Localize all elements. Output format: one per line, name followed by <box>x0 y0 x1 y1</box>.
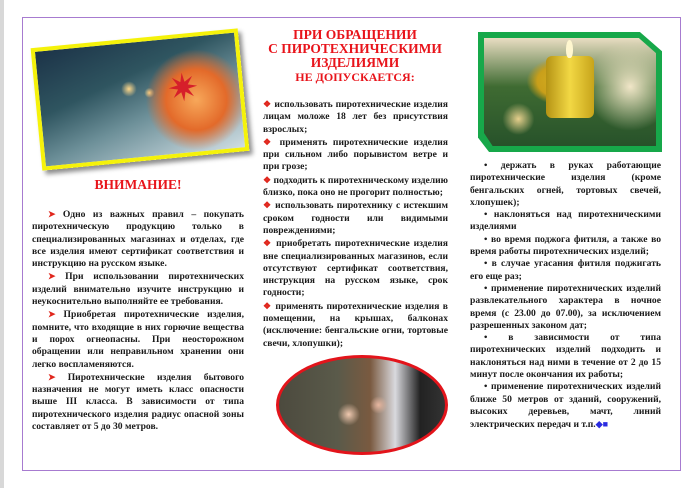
list-item: • применение пиротехнических изделий ближе 50 метров от зданий, сооружений, высоких деревьев, мачт, линий электрических передач и т.п.◆■ <box>470 381 661 431</box>
list-item: ❖ использовать пиротехнику с истекшим сроком годности или видимыми повреждениями; <box>263 200 448 236</box>
right-column <box>470 160 661 432</box>
candle-wreath-photo <box>478 32 662 152</box>
list-item: • наклоняться над пиротехническими изделиями <box>470 209 661 233</box>
arrow-bullet-icon: ➤ <box>48 209 63 219</box>
flame-icon <box>566 40 573 58</box>
list-item: • держать в руках работающие пиротехнические изделия (кроме бенгальских огней, тортовых свечей, хлопушек); <box>470 160 661 208</box>
diamond-bullet-icon: ❖ <box>263 99 275 109</box>
diamond-bullet-icon: ❖ <box>263 200 276 211</box>
arrow-bullet-icon: ➤ <box>48 309 64 320</box>
end-mark-icon: ◆■ <box>595 419 609 430</box>
diamond-bullet-icon: ❖ <box>263 136 280 147</box>
list-item: ❖ подходить к пиротехническому изделию близко, пока оно не прогорит полностью; <box>263 174 448 199</box>
paragraph: ➤ При использовании пиротехнических изделий внимательно изучите инструкцию и неукоснительно выполняйте ее требования. <box>32 271 244 308</box>
list-item: ❖ приобретать пиротехнические изделия вне специализированных магазинов, если отсутствуют сертификат соответствия, инструкция на русском языке, срок годности; <box>263 238 448 299</box>
list-item: • применение пиротехнических изделий развлекательного характера в ночное время (с 23.00 до 07.00), за исключением разрешенных законом дат; <box>470 282 661 331</box>
prohibited-list <box>263 98 448 350</box>
list-item: ❖ применять пиротехнические изделия при сильном либо порывистом ветре и при грозе; <box>263 136 448 173</box>
candle-icon <box>546 56 594 118</box>
fireworks-people-photo <box>276 355 448 455</box>
christmas-ornament-photo <box>31 28 250 170</box>
diamond-bullet-icon: ❖ <box>263 300 276 311</box>
diamond-bullet-icon: ❖ <box>263 238 277 249</box>
attention-heading: ВНИМАНИЕ! <box>94 177 182 192</box>
list-item: ❖ применять пиротехнические изделия в помещении, на крышах, балконах (исключение: бенгальские огни, тортовые свечи, хлопушки); <box>263 300 448 349</box>
left-column <box>32 208 244 433</box>
list-item: • в случае угасания фитиля поджигать его еще раз; <box>470 258 661 282</box>
list-item: • во время поджога фитиля, а также во время работы пиротехнических изделий; <box>470 233 661 258</box>
title-line: ИЗДЕЛИЯМИ <box>310 55 400 70</box>
middle-title <box>255 28 455 84</box>
paragraph: ➤ Одно из важных правил – покупать пиротехническую продукцию только в специализированных магазинах и отделах, где все изделия имеют сертификат соответствия и инструкцию на русском языке. <box>32 209 245 270</box>
diamond-bullet-icon: ❖ <box>263 174 274 185</box>
list-item: ❖ использовать пиротехнические изделия лицам моложе 18 лет без присутствия взрослых; <box>263 99 448 135</box>
snowflake-ornament-icon: ✷ <box>165 66 201 112</box>
title-line: ПРИ ОБРАЩЕНИИ <box>293 27 417 42</box>
title-subline: НЕ ДОПУСКАЕТСЯ: <box>295 70 415 84</box>
paragraph: ➤ Пиротехнические изделия бытового назначения не могут иметь класс опасности выше III класса. В зависимости от типа пиротехнического изделия радиус опасной зоны составляет от 5 до 30 метров. <box>32 371 244 433</box>
page-edge <box>0 0 4 488</box>
title-line: С ПИРОТЕХНИЧЕСКИМИ <box>268 41 442 56</box>
paragraph: ➤ Приобретая пиротехнические изделия, помните, что входящие в них горючие вещества и порох огнеопасны. При неосторожном обращении или неправильном хранении они легко воспламеняются. <box>32 309 244 370</box>
list-item: • в зависимости от типа пиротехнических изделий подходить и наклоняться над ними в течение от 2 до 15 минут после окончания их работы; <box>470 332 661 381</box>
arrow-bullet-icon: ➤ <box>48 371 68 382</box>
arrow-bullet-icon: ➤ <box>48 271 66 282</box>
